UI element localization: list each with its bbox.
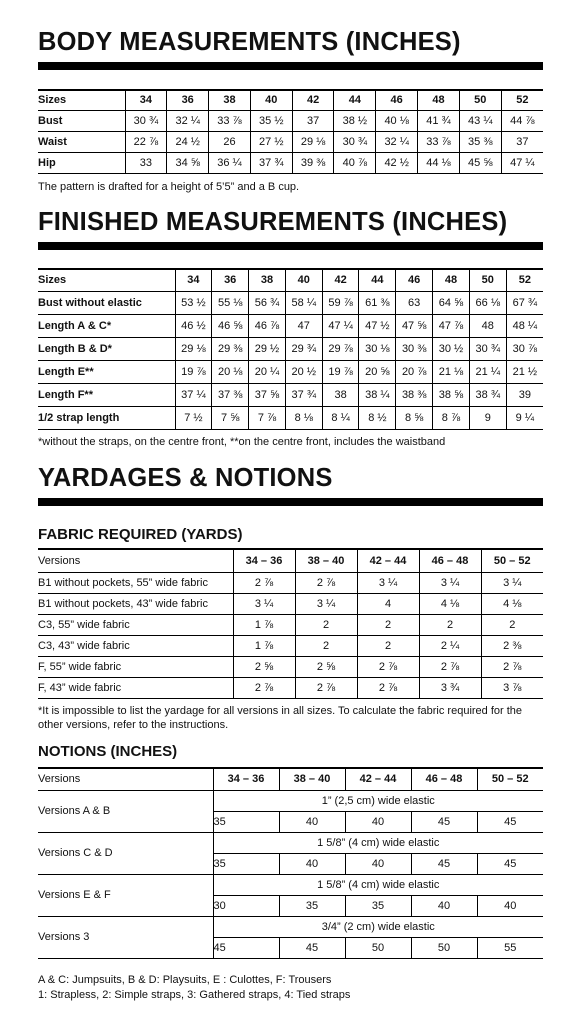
cell: 66 ⅛: [469, 291, 506, 314]
cell: 3 ¼: [419, 572, 481, 593]
cell: 3 ⅞: [481, 677, 543, 698]
cell: 2 ⅞: [357, 677, 419, 698]
cell: 2 ⅞: [295, 677, 357, 698]
cell: 40 ⅞: [334, 152, 376, 173]
row-label: B1 without pockets, 55” wide fabric: [38, 572, 233, 593]
cell: 42 ½: [376, 152, 418, 173]
cell: 1 ⅞: [233, 635, 295, 656]
cell: 48 ¼: [506, 314, 543, 337]
cell: 46 ⅝: [212, 314, 249, 337]
cell: 46 ⅞: [249, 314, 286, 337]
cell: 45: [477, 853, 543, 874]
cell: 4: [357, 593, 419, 614]
table-header-row: [38, 768, 543, 790]
table-row: [38, 360, 543, 383]
cell: 35 ⅜: [459, 131, 501, 152]
cell: 7 ⅝: [212, 406, 249, 429]
header-cell: 34: [125, 90, 167, 110]
cell: 44 ⅞: [501, 110, 543, 131]
notions-item: 3/4” (2 cm) wide elastic: [213, 916, 543, 937]
cell: 30 ½: [433, 337, 470, 360]
header-cell: 36: [212, 269, 249, 291]
header-cell: Sizes: [38, 90, 125, 110]
header-cell: 44: [359, 269, 396, 291]
header-cell: 42 – 44: [345, 768, 411, 790]
finished-measurements-table: [38, 268, 543, 430]
row-label: C3, 55” wide fabric: [38, 614, 233, 635]
cell: 37 ¾: [250, 152, 292, 173]
notions-item: 1 5/8” (4 cm) wide elastic: [213, 874, 543, 895]
cell: 50: [411, 937, 477, 958]
section-rule: [38, 62, 543, 70]
cell: 37: [501, 131, 543, 152]
table-header-row: [38, 269, 543, 291]
notions-item: 1” (2,5 cm) wide elastic: [213, 790, 543, 811]
row-label: Length A & C*: [38, 314, 175, 337]
cell: 56 ¾: [249, 291, 286, 314]
header-cell: 42: [292, 90, 334, 110]
row-label: Length B & D*: [38, 337, 175, 360]
cell: 45: [411, 811, 477, 832]
cell: 29 ⅛: [292, 131, 334, 152]
row-label: Hip: [38, 152, 125, 173]
notions-item-row: [38, 790, 543, 811]
cell: 44 ⅛: [418, 152, 460, 173]
header-cell: 46: [396, 269, 433, 291]
cell: 2: [481, 614, 543, 635]
header-cell: 44: [334, 90, 376, 110]
cell: 2 ⅞: [419, 656, 481, 677]
table-row: [38, 406, 543, 429]
cell: 40: [279, 811, 345, 832]
cell: 20 ¼: [249, 360, 286, 383]
notions-item: 1 5/8” (4 cm) wide elastic: [213, 832, 543, 853]
cell: 2 ⅞: [481, 656, 543, 677]
table-row: [38, 314, 543, 337]
cell: 21 ⅛: [433, 360, 470, 383]
cell: 2 ⅝: [295, 656, 357, 677]
table-row: [38, 337, 543, 360]
cell: 21 ¼: [469, 360, 506, 383]
header-cell: 38 – 40: [279, 768, 345, 790]
cell: 37 ⅝: [249, 383, 286, 406]
row-label: 1/2 strap length: [38, 406, 175, 429]
cell: 41 ¾: [418, 110, 460, 131]
header-cell: 50 – 52: [481, 549, 543, 572]
cell: 2 ⅜: [481, 635, 543, 656]
notions-group-label: Versions 3: [38, 916, 213, 958]
body-measurements-table: [38, 89, 543, 174]
cell: 50: [345, 937, 411, 958]
fabric-required-table: [38, 548, 543, 699]
cell: 29 ⅛: [175, 337, 212, 360]
header-cell: 40: [250, 90, 292, 110]
cell: 33 ⅞: [418, 131, 460, 152]
cell: 30 ¾: [469, 337, 506, 360]
cell: 40 ⅛: [376, 110, 418, 131]
cell: 47 ⅞: [433, 314, 470, 337]
row-label: Length E**: [38, 360, 175, 383]
cell: 20 ½: [285, 360, 322, 383]
cell: 47 ⅝: [396, 314, 433, 337]
cell: 37 ⅜: [212, 383, 249, 406]
cell: 7 ½: [175, 406, 212, 429]
cell: 19 ⅞: [175, 360, 212, 383]
cell: 2: [419, 614, 481, 635]
cell: 4 ⅛: [481, 593, 543, 614]
row-label: Bust without elastic: [38, 291, 175, 314]
cell: 2 ⅝: [233, 656, 295, 677]
cell: 2 ⅞: [295, 572, 357, 593]
cell: 29 ¾: [285, 337, 322, 360]
cell: 38 ⅝: [433, 383, 470, 406]
cell: 22 ⅞: [125, 131, 167, 152]
cell: 35: [279, 895, 345, 916]
body-measurements-title: BODY MEASUREMENTS (INCHES): [38, 28, 461, 56]
cell: 2 ¼: [419, 635, 481, 656]
cell: 30 ¾: [334, 131, 376, 152]
row-label: C3, 43” wide fabric: [38, 635, 233, 656]
cell: 64 ⅝: [433, 291, 470, 314]
cell: 2: [295, 614, 357, 635]
cell: 35 ½: [250, 110, 292, 131]
fabric-required-note: *It is impossible to list the yardage for all versions in all sizes. To calculate the fabric required for the other versions, refer to the instructions.: [38, 705, 523, 731]
cell: 37: [292, 110, 334, 131]
cell: 24 ½: [167, 131, 209, 152]
table-row: [38, 635, 543, 656]
cell: 45 ⅝: [459, 152, 501, 173]
table-row: [38, 152, 543, 173]
table-row: [38, 291, 543, 314]
row-label: B1 without pockets, 43” wide fabric: [38, 593, 233, 614]
table-row: [38, 383, 543, 406]
cell: 3 ¼: [481, 572, 543, 593]
finished-measurements-title: FINISHED MEASUREMENTS (INCHES): [38, 208, 508, 236]
cell: 2 ⅞: [233, 677, 295, 698]
header-cell: 34: [175, 269, 212, 291]
cell: 45: [279, 937, 345, 958]
header-cell: 38 – 40: [295, 549, 357, 572]
cell: 30 ⅞: [506, 337, 543, 360]
notions-group-label: Versions A & B: [38, 790, 213, 832]
header-cell: 46: [376, 90, 418, 110]
cell: 20 ⅝: [359, 360, 396, 383]
table-row: [38, 614, 543, 635]
cell: 45: [477, 811, 543, 832]
cell: 30 ⅜: [396, 337, 433, 360]
notions-item-row: [38, 874, 543, 895]
cell: 61 ⅜: [359, 291, 396, 314]
cell: 32 ¼: [167, 110, 209, 131]
cell: 35: [345, 895, 411, 916]
cell: 20 ⅞: [396, 360, 433, 383]
table-row: [38, 131, 543, 152]
section-rule: [38, 498, 543, 506]
table-row: [38, 656, 543, 677]
notions-item-row: [38, 832, 543, 853]
cell: 38 ¾: [469, 383, 506, 406]
cell: 55: [477, 937, 543, 958]
cell: 40: [477, 895, 543, 916]
yardages-notions-title: YARDAGES & NOTIONS: [38, 464, 333, 492]
cell: 20 ⅛: [212, 360, 249, 383]
header-cell: 48: [418, 90, 460, 110]
cell: 59 ⅞: [322, 291, 359, 314]
cell: 8 ½: [359, 406, 396, 429]
notions-table: [38, 767, 543, 959]
legend-line: 1: Strapless, 2: Simple straps, 3: Gathered straps, 4: Tied straps: [38, 989, 351, 1001]
notions-group-label: Versions C & D: [38, 832, 213, 874]
cell: 8 ⅞: [433, 406, 470, 429]
table-row: [38, 572, 543, 593]
legend-line: A & C: Jumpsuits, B & D: Playsuits, E : Culottes, F: Trousers: [38, 974, 332, 986]
cell: 43 ¼: [459, 110, 501, 131]
header-cell: 52: [501, 90, 543, 110]
cell: 35: [213, 811, 279, 832]
notions-item-row: [38, 916, 543, 937]
cell: 7 ⅞: [249, 406, 286, 429]
cell: 32 ¼: [376, 131, 418, 152]
table-header-row: [38, 90, 543, 110]
finished-measurements-note: *without the straps, on the centre front, **on the centre front, includes the waistband: [38, 436, 446, 448]
cell: 9 ¼: [506, 406, 543, 429]
section-rule: [38, 242, 543, 250]
cell: 39: [506, 383, 543, 406]
cell: 38 ¼: [359, 383, 396, 406]
cell: 40: [279, 853, 345, 874]
row-label: Length F**: [38, 383, 175, 406]
cell: 47 ½: [359, 314, 396, 337]
cell: 37 ¼: [175, 383, 212, 406]
header-cell: 46 – 48: [411, 768, 477, 790]
header-cell: 52: [506, 269, 543, 291]
cell: 63: [396, 291, 433, 314]
row-label: Bust: [38, 110, 125, 131]
fabric-required-title: FABRIC REQUIRED (YARDS): [38, 526, 243, 543]
cell: 38 ½: [334, 110, 376, 131]
cell: 2 ⅞: [357, 656, 419, 677]
cell: 30 ¾: [125, 110, 167, 131]
cell: 3 ¼: [295, 593, 357, 614]
header-cell: 42 – 44: [357, 549, 419, 572]
body-measurements-note: The pattern is drafted for a height of 5’5” and a B cup.: [38, 181, 300, 193]
cell: 29 ⅜: [212, 337, 249, 360]
header-cell: 36: [167, 90, 209, 110]
cell: 55 ⅛: [212, 291, 249, 314]
cell: 33 ⅞: [209, 110, 251, 131]
cell: 3 ¾: [419, 677, 481, 698]
header-cell: 40: [285, 269, 322, 291]
table-header-row: [38, 549, 543, 572]
cell: 46 ½: [175, 314, 212, 337]
cell: 29 ⅞: [322, 337, 359, 360]
cell: 9: [469, 406, 506, 429]
cell: 3 ¼: [233, 593, 295, 614]
header-cell: Versions: [38, 549, 233, 572]
notions-title: NOTIONS (INCHES): [38, 743, 178, 760]
header-cell: 48: [433, 269, 470, 291]
header-cell: 46 – 48: [419, 549, 481, 572]
row-label: F, 55” wide fabric: [38, 656, 233, 677]
cell: 35: [213, 853, 279, 874]
cell: 19 ⅞: [322, 360, 359, 383]
row-label: Waist: [38, 131, 125, 152]
cell: 45: [213, 937, 279, 958]
cell: 34 ⅝: [167, 152, 209, 173]
cell: 40: [345, 811, 411, 832]
table-row: [38, 593, 543, 614]
cell: 2: [295, 635, 357, 656]
cell: 21 ½: [506, 360, 543, 383]
cell: 2: [357, 635, 419, 656]
cell: 40: [345, 853, 411, 874]
header-cell: 38: [209, 90, 251, 110]
header-cell: 50: [459, 90, 501, 110]
cell: 33: [125, 152, 167, 173]
cell: 36 ¼: [209, 152, 251, 173]
table-row: [38, 110, 543, 131]
header-cell: 50: [469, 269, 506, 291]
cell: 2 ⅞: [233, 572, 295, 593]
cell: 2: [357, 614, 419, 635]
cell: 47 ¼: [322, 314, 359, 337]
cell: 45: [411, 853, 477, 874]
header-cell: 34 – 36: [233, 549, 295, 572]
cell: 26: [209, 131, 251, 152]
cell: 53 ½: [175, 291, 212, 314]
cell: 30 ⅛: [359, 337, 396, 360]
cell: 3 ¼: [357, 572, 419, 593]
cell: 8 ¼: [322, 406, 359, 429]
cell: 48: [469, 314, 506, 337]
cell: 40: [411, 895, 477, 916]
cell: 1 ⅞: [233, 614, 295, 635]
header-cell: 50 – 52: [477, 768, 543, 790]
cell: 8 ⅛: [285, 406, 322, 429]
cell: 4 ⅛: [419, 593, 481, 614]
cell: 30: [213, 895, 279, 916]
row-label: F, 43” wide fabric: [38, 677, 233, 698]
cell: 38: [322, 383, 359, 406]
header-cell: 38: [249, 269, 286, 291]
cell: 27 ½: [250, 131, 292, 152]
cell: 8 ⅝: [396, 406, 433, 429]
cell: 67 ¾: [506, 291, 543, 314]
table-row: [38, 677, 543, 698]
header-cell: Versions: [38, 768, 213, 790]
header-cell: 42: [322, 269, 359, 291]
cell: 58 ¼: [285, 291, 322, 314]
notions-group-label: Versions E & F: [38, 874, 213, 916]
cell: 47: [285, 314, 322, 337]
cell: 37 ¾: [285, 383, 322, 406]
cell: 47 ¼: [501, 152, 543, 173]
cell: 29 ½: [249, 337, 286, 360]
header-cell: 34 – 36: [213, 768, 279, 790]
cell: 38 ⅜: [396, 383, 433, 406]
cell: 39 ⅜: [292, 152, 334, 173]
header-cell: Sizes: [38, 269, 175, 291]
